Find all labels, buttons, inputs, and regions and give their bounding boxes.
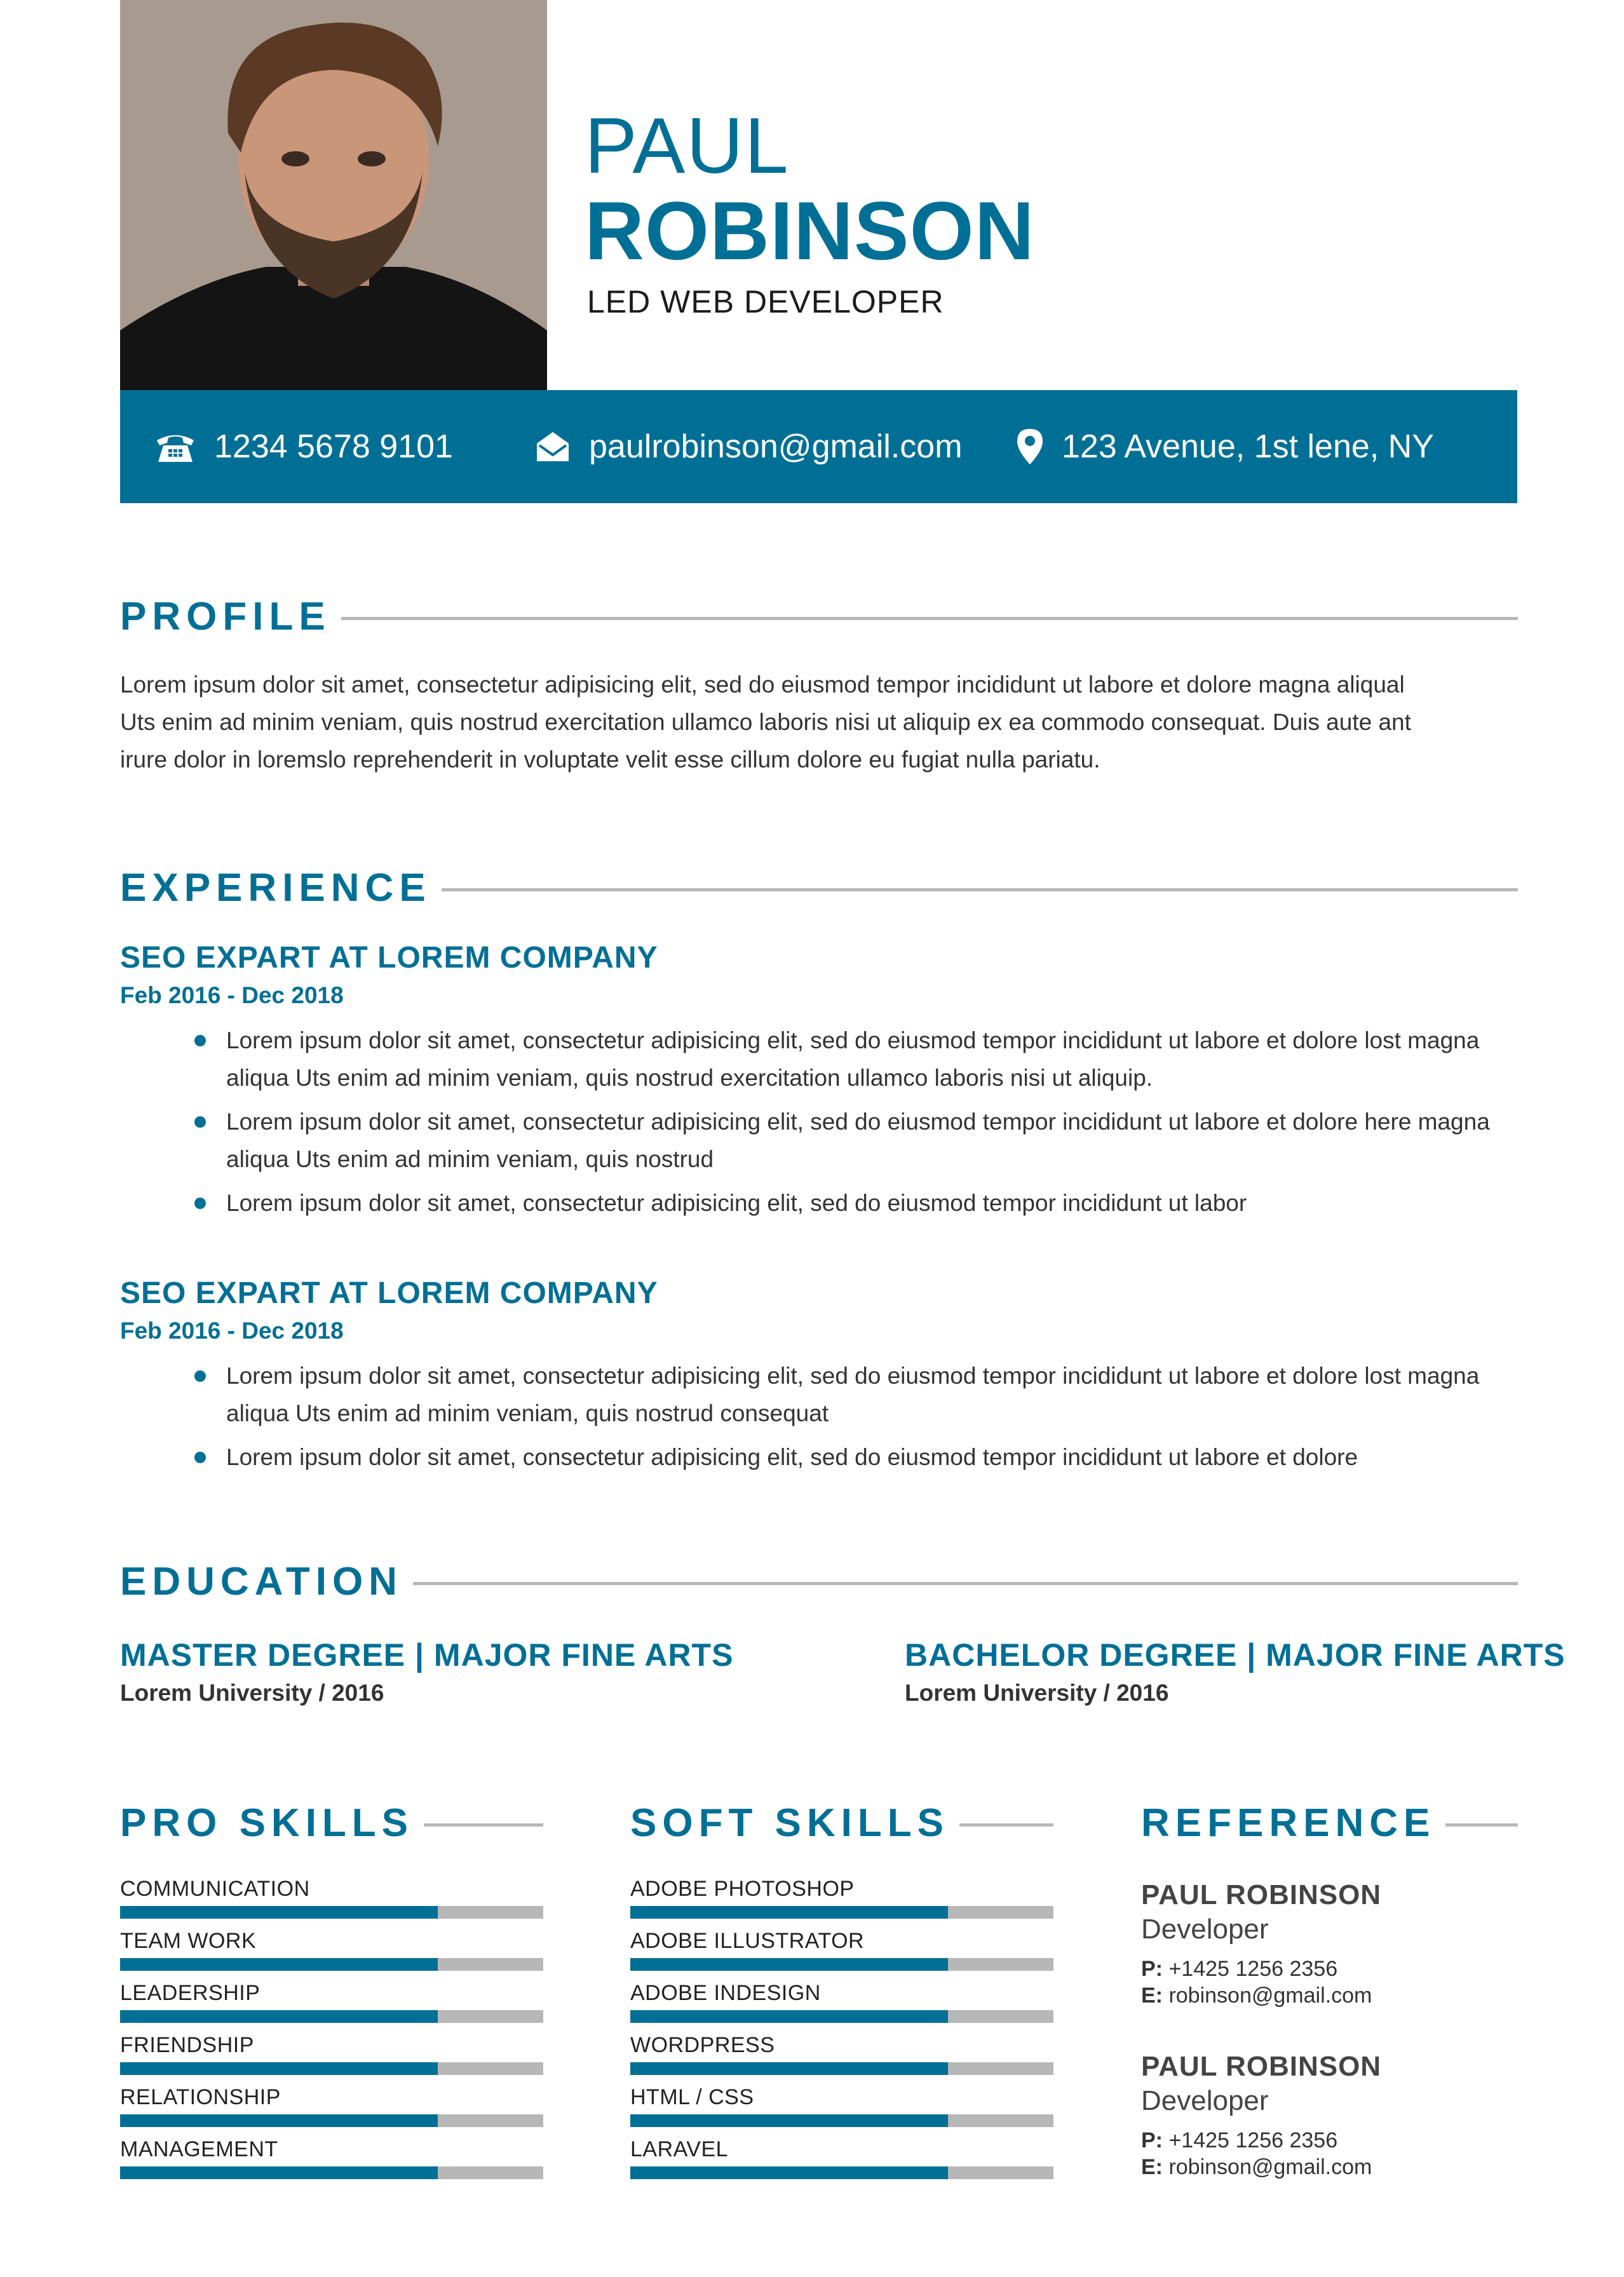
skill-item [120,2033,543,2085]
contact-bar [120,390,1517,503]
profile-line: Lorem ipsum dolor sit amet, consectetur adipisicing elit, sed do eiusmod tempor incididunt ut labore et dolore magna aliqual [120,672,1405,698]
pro-skills-heading-rule [424,1823,543,1827]
reference-email-value: robinson@gmail.com [1168,1983,1372,2008]
job-date-2: Feb 2016 - Dec 2018 [120,1318,344,1344]
skill-label: ADOBE INDESIGN [630,1981,821,2005]
skill-bar-track [630,2062,1053,2075]
skill-bar-track [120,2166,543,2179]
reference-email-label: E: [1141,1983,1163,2008]
reference-email-label: E: [1141,2155,1163,2179]
education-heading [120,1559,1518,1604]
phone-icon [154,429,196,464]
contact-phone[interactable] [154,390,453,503]
list-item: Lorem ipsum dolor sit amet, consectetur adipisicing elit, sed do eiusmod tempor incididunt ut labore et dolore [191,1438,1522,1476]
reference-phone-label: P: [1141,1957,1163,1981]
skill-bar-fill [630,2062,948,2075]
envelope-icon [534,429,571,464]
skill-label: WORDPRESS [630,2033,775,2057]
contact-address[interactable] [1016,390,1434,503]
skill-item [630,2085,1053,2137]
phone-text: 1234 5678 9101 [214,428,453,465]
reference-heading [1141,1801,1518,1846]
skill-item [630,1981,1053,2033]
list-item: Lorem ipsum dolor sit amet, consectetur adipisicing elit, sed do eiusmod tempor incididunt ut labor [191,1184,1522,1222]
skill-bar-fill [120,2010,438,2023]
skill-bar-fill [120,1958,438,1971]
reference-heading-label: REFERENCE [1141,1801,1436,1845]
soft-skills-heading-rule [959,1823,1053,1827]
education-heading-rule [413,1582,1518,1585]
job-date-1: Feb 2016 - Dec 2018 [120,982,344,1008]
skill-item [120,2137,543,2189]
pro-skills-heading-label: PRO SKILLS [120,1801,414,1845]
skill-bar-fill [630,1958,948,1971]
experience-heading-label: EXPERIENCE [120,866,431,910]
reference-phone-value: +1425 1256 2356 [1168,2128,1338,2152]
skill-bar-fill [630,1906,948,1919]
address-text: 123 Avenue, 1st lene, NY [1062,428,1434,465]
reference-heading-rule [1445,1823,1518,1827]
skill-label: FRIENDSHIP [120,2033,254,2057]
portrait-illustration [120,0,547,390]
skill-bar-fill [120,1906,438,1919]
reference-email-2 [1141,2155,1372,2180]
skill-bar-track [630,2010,1053,2023]
profile-text [120,666,1518,778]
education-sub-1: Lorem University / 2016 [120,1680,384,1706]
skill-label: HTML / CSS [630,2085,754,2109]
skill-bar-fill [120,2114,438,2127]
skill-bar-track [120,1958,543,1971]
reference-phone-value: +1425 1256 2356 [1168,1957,1338,1981]
soft-skills-heading [630,1801,1053,1846]
profile-heading-label: PROFILE [120,595,331,639]
list-item: Lorem ipsum dolor sit amet, consectetur adipisicing elit, sed do eiusmod tempor incididunt ut labore et dolore lost magna aliqua Uts enim ad minim veniam, quis nostrud consequat [191,1357,1522,1432]
skill-label: RELATIONSHIP [120,2085,281,2109]
skill-label: LEADERSHIP [120,1981,261,2005]
education-sub-2: Lorem University / 2016 [905,1680,1169,1706]
skill-bar-fill [630,2010,948,2023]
reference-name-1: PAUL ROBINSON [1141,1879,1382,1910]
skill-item [630,1877,1053,1929]
skill-bar-fill [120,2166,438,2179]
pro-skills-heading [120,1801,543,1846]
reference-email-value: robinson@gmail.com [1168,2155,1372,2179]
education-heading-label: EDUCATION [120,1560,403,1604]
skill-bar-track [630,1906,1053,1919]
skill-bar-fill [630,2114,948,2127]
list-item: Lorem ipsum dolor sit amet, consectetur adipisicing elit, sed do eiusmod tempor incididunt ut labore et dolore lost magna aliqua Uts enim ad minim veniam, quis nostrud exercitation ullamco laboris nisi ut aliquip. [191,1022,1522,1097]
skill-label: ADOBE ILLUSTRATOR [630,1929,865,1953]
skill-label: TEAM WORK [120,1929,257,1953]
skill-label: COMMUNICATION [120,1877,310,1901]
skill-bar-track [120,2062,543,2075]
education-title-1: MASTER DEGREE | MAJOR FINE ARTS [120,1637,734,1673]
soft-skills-heading-label: SOFT SKILLS [630,1801,949,1845]
skill-bar-track [630,1958,1053,1971]
profile-line: irure dolor in loremslo reprehenderit in voluptate velit esse cillum dolore eu fugiat nulla pariatu. [120,747,1100,773]
skill-item [630,1929,1053,1981]
job-title-1: SEO EXPART AT LOREM COMPANY [120,941,658,975]
skill-bar-track [630,2166,1053,2179]
skill-item [630,2033,1053,2085]
profile-heading-rule [341,617,1518,620]
skill-bar-track [120,2114,543,2127]
profile-photo [120,0,547,390]
skill-bar-track [630,2114,1053,2127]
job-title: LED WEB DEVELOPER [587,284,944,320]
list-item: Lorem ipsum dolor sit amet, consectetur adipisicing elit, sed do eiusmod tempor incididunt ut labore et dolore here magna aliqua Uts enim ad minim veniam, quis nostrud [191,1103,1522,1178]
reference-phone-1 [1141,1957,1337,1982]
reference-role-1: Developer [1141,1914,1269,1945]
email-text: paulrobinson@gmail.com [589,428,963,465]
profile-line: Uts enim ad minim veniam, quis nostrud exercitation ullamco laboris nisi ut aliquip ex ea commodo consequat. Duis aute ant [120,709,1411,735]
skill-bar-track [120,1906,543,1919]
skill-item [120,1981,543,2033]
reference-email-1 [1141,1983,1372,2008]
job-bullets-2 [191,1357,1522,1482]
experience-heading-rule [442,888,1518,891]
profile-heading [120,594,1518,639]
skill-label: MANAGEMENT [120,2137,278,2161]
first-name: PAUL [585,102,790,190]
reference-phone-2 [1141,2128,1337,2153]
skill-item [120,2085,543,2137]
skill-bar-fill [120,2062,438,2075]
contact-email[interactable] [534,390,963,503]
reference-role-2: Developer [1141,2085,1269,2116]
experience-heading [120,865,1518,910]
skill-bar-track [120,2010,543,2023]
last-name: ROBINSON [585,184,1035,277]
skill-label: ADOBE PHOTOSHOP [630,1877,855,1901]
skill-item [630,2137,1053,2189]
job-bullets-1 [191,1022,1522,1228]
education-title-2: BACHELOR DEGREE | MAJOR FINE ARTS [905,1637,1566,1673]
reference-name-2: PAUL ROBINSON [1141,2051,1382,2082]
skill-item [120,1929,543,1981]
skill-bar-fill [630,2166,948,2179]
location-pin-icon [1016,428,1044,466]
reference-phone-label: P: [1141,2128,1163,2152]
skill-label: LARAVEL [630,2137,729,2161]
job-title-2: SEO EXPART AT LOREM COMPANY [120,1276,658,1310]
skill-item [120,1877,543,1929]
